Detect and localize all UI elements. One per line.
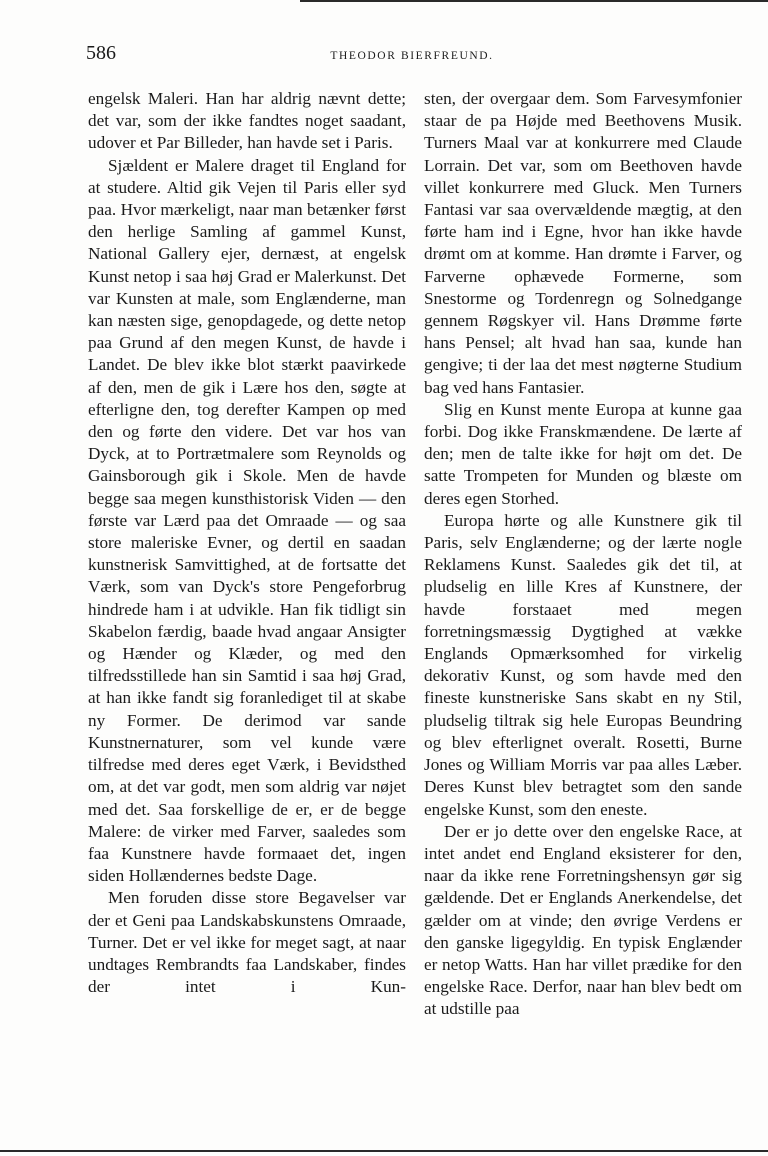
running-head: THEODOR BIERFREUND. bbox=[330, 50, 494, 62]
paragraph: Men foruden disse store Begavelser var der et Geni paa Landskabskunstens Omraade, Turner. Det er vel ikke for meget sagt, at naar undtages Rembrandts faa Landskaber, findes der intet i Kun- bbox=[88, 888, 406, 997]
paragraph: Der er jo dette over den engelske Race, at intet andet end England eksisterer for den, naar da ikke rene Forretningshensyn gør sig gældende. Det er Englands Anerkendelse, det gælder om at vinde; den øvrige Verdens er den ganske ligegyldig. En typisk Englænder er netop Watts. Han har villet prædike for den engelske Race. Derfor, naar han blev bedt om at udstille paa bbox=[424, 821, 742, 1019]
paragraph: engelsk Maleri. Han har aldrig nævnt dette; det var, som der ikke fandtes noget saadant, udover et Par Billeder, han havde set i Paris. bbox=[88, 89, 406, 153]
right-column bbox=[424, 88, 742, 1021]
paragraph: Sjældent er Malere draget til England for at studere. Altid gik Vejen til Paris eller syd paa. Hvor mærkeligt, naar man betænker først den herlige Samling af gammel Kunst, National Gallery ejer, dernæst, at engelsk Kunst netop i saa høj Grad er Malerkunst. Det var Kunsten at male, som Englænderne, man kan næsten sige, genopdagede, og dette netop paa Grund af den megen Kunst, de havde i Landet. De blev ikke blot stærkt paavirkede af den, men de gik i Lære hos den, søgte at efterligne den, tog derefter Kampen op med den og førte den videre. Det var hos van Dyck, at to Portrætmalere som Reynolds og Gainsborough gik i Skole. Men de havde begge saa megen kunsthistorisk Viden — den første var Lærd paa det Omraade — og saa store maleriske Evner, og dertil en saadan kunstnerisk Samvittighed, at de fortsatte det Værk, som van Dyck's store Pengeforbrug hindrede ham i at udvikle. Han fik tidligt sin Skabelon færdig, baade hvad angaar Ansigter og Hænder og Klæder, og med den tilfredsstillede han sin Samtid i saa høj Grad, at han ikke fandt sig foranlediget til at skabe ny Former. De derimod var sande Kunstnernaturer, som vel kunde være tilfredse med deres eget Værk, i Bevidsthed om, at det var godt, men som aldrig var nøjet med det. Saa forskellige de er, er de begge Malere: de virker med Farver, saaledes som faa Kunstnere havde formaaet det, ingen siden Hollændernes bedste Dage. bbox=[88, 155, 406, 886]
page-number: 586 bbox=[86, 42, 116, 64]
paragraph: Slig en Kunst mente Europa at kunne gaa forbi. Dog ikke Franskmændene. De lærte af den; men de talte ikke for højt om det. De satte Trompeten for Munden og blæste om deres egen Storhed. bbox=[424, 399, 742, 508]
paragraph: Europa hørte og alle Kunstnere gik til Paris, selv Englænderne; og der lærte nogle Reklamens Kunst. Saaledes gik det til, at pludselig en lille Kres af Kunstnere, der havde forstaaet med megen forretningsmæssig Dygtighed at vække Englands Opmærksomhed for virkelig dekorativ Kunst, og som havde med den fineste kunstneriske Sans skabt en ny Stil, pludselig tiltrak sig hele Europas Beundring og blev efterlignet overalt. Rosetti, Burne Jones og William Morris var paa alles Læber. Deres Kunst blev betragtet som den sande engelske Kunst, som den eneste. bbox=[424, 510, 742, 819]
left-column bbox=[88, 88, 406, 998]
bottom-rule bbox=[0, 1150, 768, 1152]
top-rule bbox=[300, 0, 768, 2]
paragraph: sten, der overgaar dem. Som Farvesymfonier staar de pa Højde med Beethovens Musik. Turners Maal var at konkurrere med Claude Lorrain. Det var, som om Beethoven havde villet konkurrere med Gluck. Men Turners Fantasi var saa overvældende mægtig, at den førte ham ind i Egne, hvor han ikke havde drømt om at komme. Han drømte i Farver, og Farverne ophævede Formerne, som Snestorme og Tordenregn og Solnedgange gennem Røgskyer vil. Hans Drømme førte hans Pensel; alt hvad han saa, kunde han gengive; ti der laa det mest nøgterne Studium bag ved hans Fantasier. bbox=[424, 89, 742, 397]
